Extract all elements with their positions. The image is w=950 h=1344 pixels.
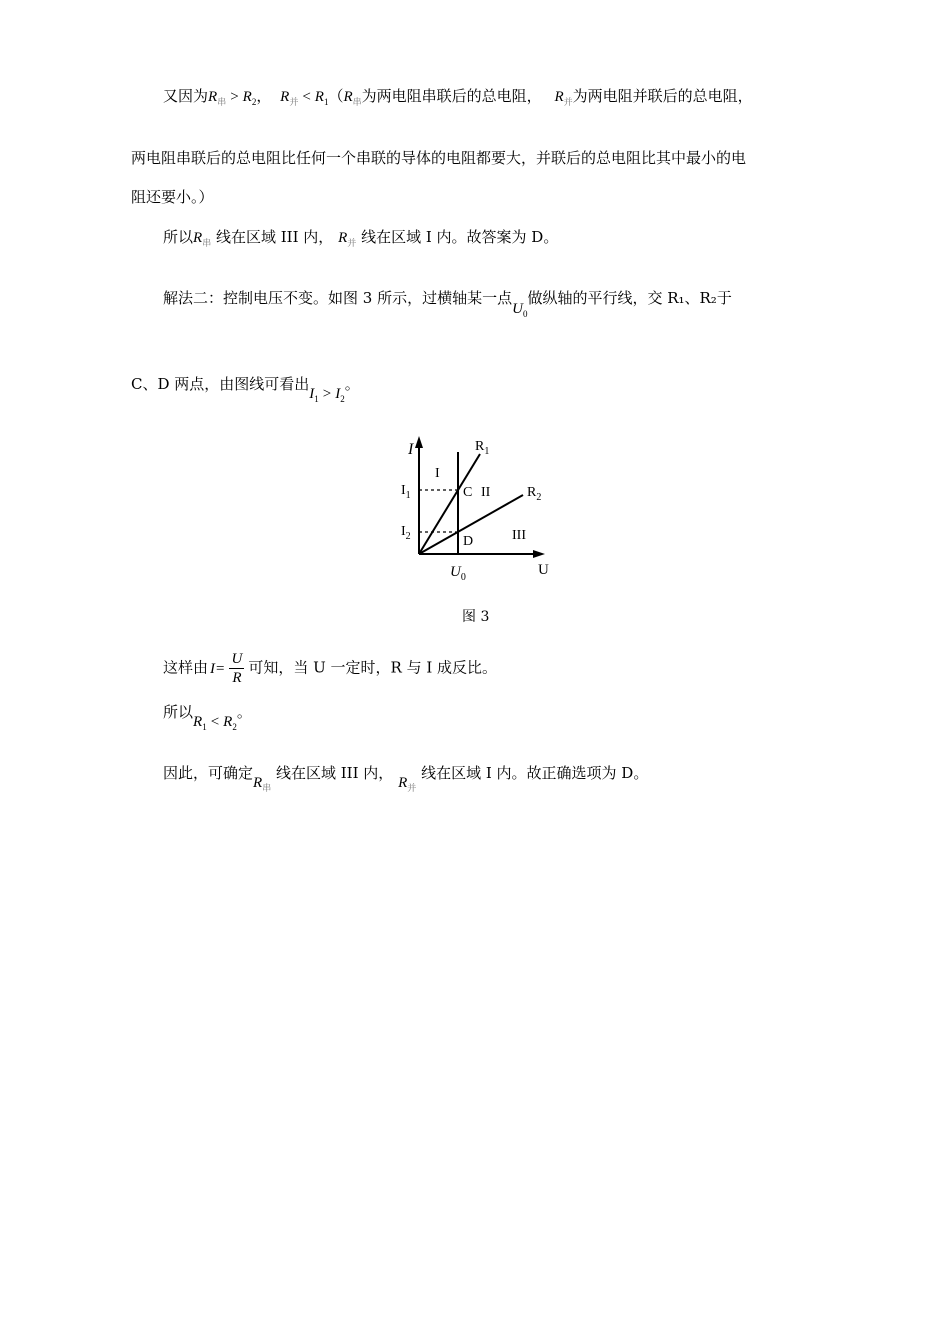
math-r2: $R_2$ <box>242 89 257 107</box>
math-r-chuan: $R_串$ <box>208 89 227 107</box>
text-desc-bing: 为两电阻并联后的总电阻， <box>572 87 753 105</box>
math-r-bing: $R_并$ <box>398 775 417 793</box>
y-axis-label: I <box>408 441 414 458</box>
i1-label: $I_1$ <box>401 483 411 501</box>
region-1-label: I <box>435 466 440 481</box>
i2-label: $I_2$ <box>401 524 411 542</box>
text-lead: 这样由 <box>163 658 209 677</box>
paragraph-4 <box>163 227 558 253</box>
paragraph-1 <box>163 86 753 112</box>
text-tail: 做纵轴的平行线，交 R₁、R₂于 <box>527 289 732 307</box>
math-r-chuan: $R_串$ <box>253 775 272 793</box>
math-eq: = <box>216 660 225 677</box>
text-lead: 所以 <box>163 228 194 246</box>
math-r-bing: $R_并$ <box>280 89 299 107</box>
text-tail: 可知，当 U 一定时，R 与 I 成反比。 <box>248 658 498 677</box>
text-lead: 因此，可确定 <box>163 764 254 782</box>
math-u0: $U_0$ <box>512 301 528 319</box>
text-tail: 线在区域 I 内。故正确选项为 D。 <box>421 764 649 782</box>
math-lt: < <box>302 89 311 105</box>
figure-3 <box>395 432 560 592</box>
r2-label: $R_2$ <box>527 485 542 503</box>
text-lead: 所以 <box>163 703 194 721</box>
text-lead: C、D 两点，由图线可看出 <box>131 375 310 393</box>
math-r1: $R_1$ <box>314 89 329 107</box>
paragraph-8 <box>163 702 252 732</box>
math-r-bing: $R_并$ <box>338 230 357 248</box>
math-fraction: $\frac{U}{R}$ <box>231 651 243 686</box>
text-lead: 又因为 <box>163 87 209 105</box>
paragraph-9 <box>163 763 649 793</box>
text-comma: ， <box>256 87 272 105</box>
math-r-chuan-2: $R_串$ <box>343 89 362 107</box>
paragraph-3: 阻还要小。） <box>131 188 214 206</box>
paragraph-2: 两电阻串联后的总电阻比任何一个串联的导体的电阻都要大，并联后的总电阻比其中最小的电 <box>131 149 747 167</box>
math-gt: > <box>230 89 239 105</box>
math-r-bing-2: $R_并$ <box>554 89 573 107</box>
u0-label: $U_0$ <box>450 564 466 583</box>
paragraph-7 <box>163 650 497 687</box>
r1-label: $R_1$ <box>475 439 490 457</box>
y-axis-arrow <box>415 436 423 448</box>
region-2-label: II <box>481 485 491 500</box>
text-mid: 线在区域 III 内， <box>275 764 394 782</box>
paragraph-5 <box>163 288 732 319</box>
x-axis-label: U <box>538 562 549 578</box>
point-c-label: C <box>463 485 473 500</box>
text-tail: 线在区域 I 内。故答案为 D。 <box>361 228 559 246</box>
math-i1-gt-i2: $I_1 > I_2$ <box>309 386 345 404</box>
text-end: 。 <box>236 703 252 721</box>
text-end: 。 <box>344 375 360 393</box>
figure-caption: 图 3 <box>462 609 490 625</box>
paragraph-6 <box>131 374 360 404</box>
text-paren: （ <box>328 87 344 105</box>
text-lead: 解法二：控制电压不变。如图 3 所示，过横轴某一点 <box>163 289 513 307</box>
text-desc-chuan: 为两电阻串联后的总电阻， <box>361 87 542 105</box>
math-r1-lt-r2: $R_1 < R_2$ <box>193 714 237 732</box>
text-mid: 线在区域 III 内， <box>215 228 334 246</box>
math-i: I <box>210 660 216 677</box>
region-3-label: III <box>512 528 526 543</box>
x-axis-arrow <box>533 550 545 558</box>
point-d-label: D <box>463 534 474 549</box>
math-r-chuan: $R_串$ <box>193 230 212 248</box>
